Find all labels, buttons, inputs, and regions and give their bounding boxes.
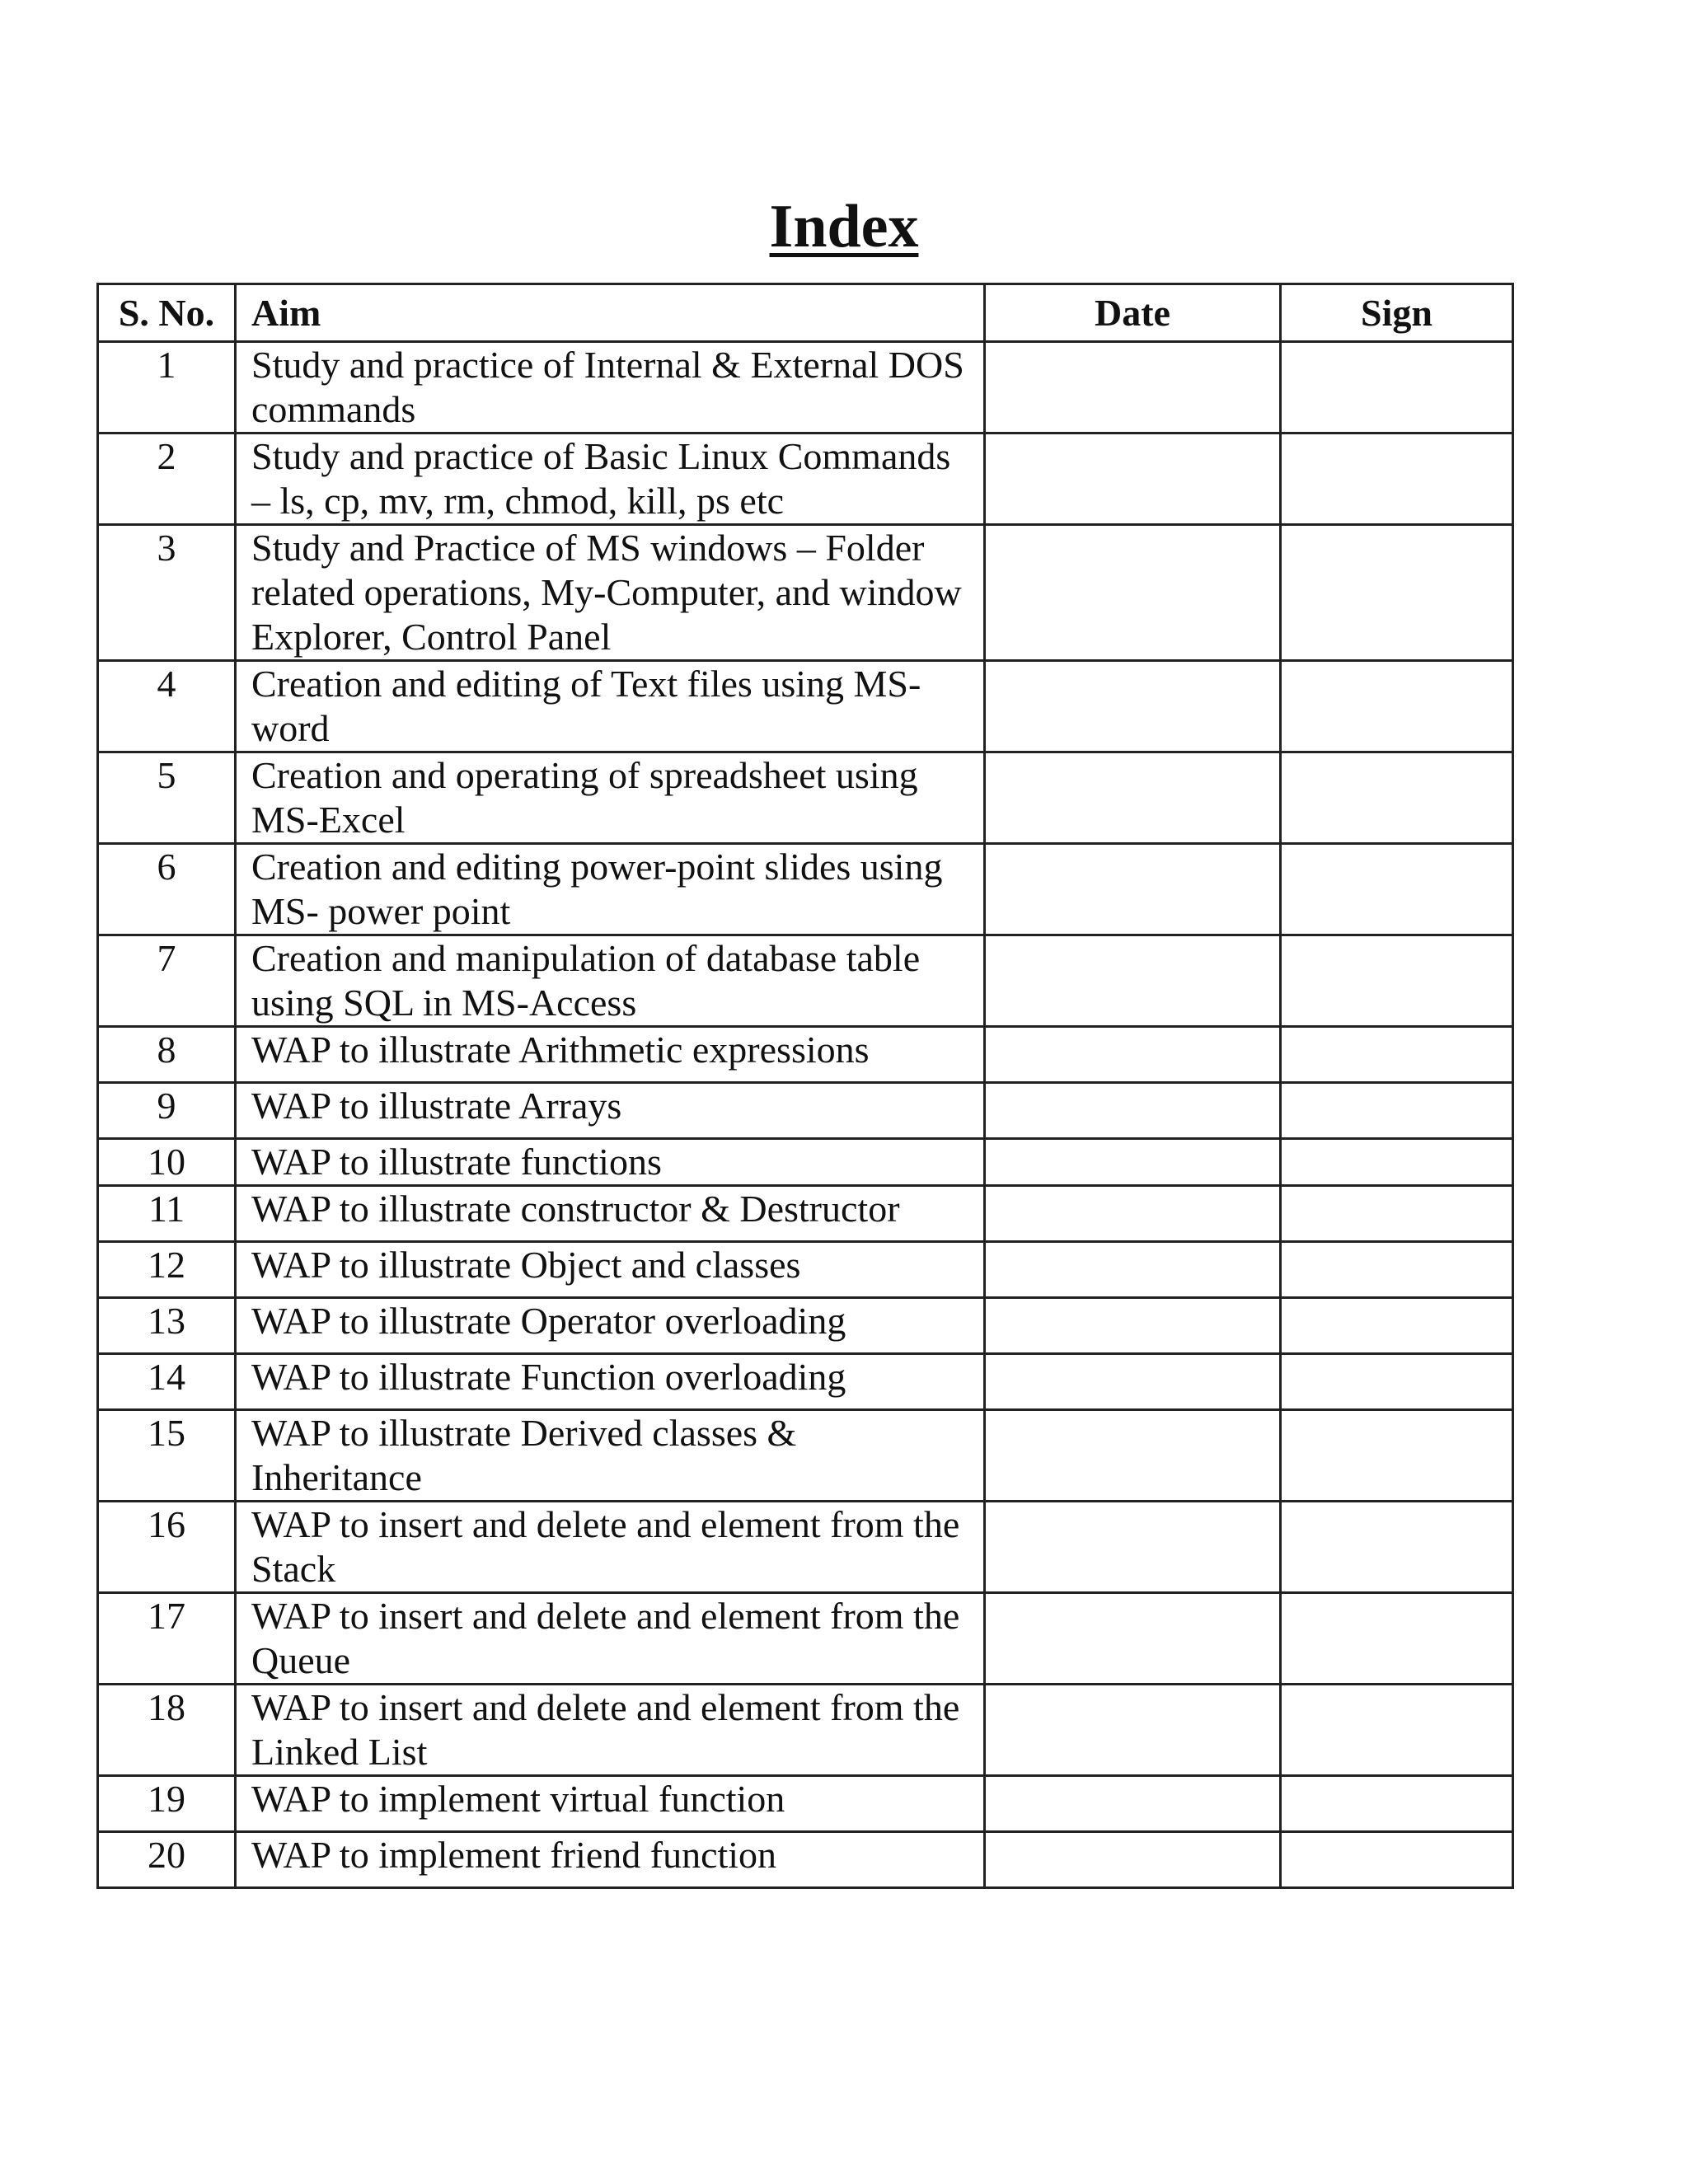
aim-cell: WAP to illustrate Arithmetic expressions [236, 1027, 985, 1083]
table-row [98, 752, 1513, 844]
date-cell [985, 1354, 1281, 1410]
table-row [98, 342, 1513, 434]
table-header-row [98, 284, 1513, 342]
sign-cell [1281, 844, 1513, 935]
sign-cell [1281, 1186, 1513, 1242]
sign-cell [1281, 1593, 1513, 1685]
serial-cell: 20 [98, 1832, 236, 1888]
serial-cell: 4 [98, 661, 236, 752]
date-cell [985, 1186, 1281, 1242]
aim-cell: WAP to illustrate Derived classes & Inheritance [236, 1410, 985, 1502]
serial-cell: 5 [98, 752, 236, 844]
table-row [98, 1083, 1513, 1139]
date-cell [985, 1242, 1281, 1298]
date-cell [985, 434, 1281, 525]
serial-cell: 1 [98, 342, 236, 434]
table-row [98, 525, 1513, 661]
page-title-text: Index [769, 193, 919, 260]
date-cell [985, 525, 1281, 661]
table-row [98, 661, 1513, 752]
date-cell [985, 1685, 1281, 1776]
table-row [98, 1027, 1513, 1083]
sign-cell [1281, 1083, 1513, 1139]
serial-cell: 8 [98, 1027, 236, 1083]
table-row [98, 1410, 1513, 1502]
aim-cell: WAP to implement virtual function [236, 1776, 985, 1832]
table-row [98, 935, 1513, 1027]
aim-cell: WAP to illustrate functions [236, 1139, 985, 1186]
sign-cell [1281, 752, 1513, 844]
table-row [98, 1354, 1513, 1410]
aim-cell: WAP to insert and delete and element from the Linked List [236, 1685, 985, 1776]
serial-cell: 18 [98, 1685, 236, 1776]
serial-cell: 19 [98, 1776, 236, 1832]
header-date: Date [985, 284, 1281, 342]
serial-cell: 13 [98, 1298, 236, 1354]
aim-cell: WAP to illustrate Function overloading [236, 1354, 985, 1410]
sign-cell [1281, 525, 1513, 661]
table-row [98, 844, 1513, 935]
date-cell [985, 844, 1281, 935]
sign-cell [1281, 1242, 1513, 1298]
serial-cell: 3 [98, 525, 236, 661]
date-cell [985, 342, 1281, 434]
serial-cell: 17 [98, 1593, 236, 1685]
aim-cell: WAP to illustrate constructor & Destructor [236, 1186, 985, 1242]
date-cell [985, 1832, 1281, 1888]
aim-cell: Study and Practice of MS windows – Folder related operations, My-Computer, and window Explorer, Control Panel [236, 525, 985, 661]
sign-cell [1281, 1298, 1513, 1354]
header-sign: Sign [1281, 284, 1513, 342]
date-cell [985, 1776, 1281, 1832]
date-cell [985, 1027, 1281, 1083]
serial-cell: 9 [98, 1083, 236, 1139]
table-row [98, 1832, 1513, 1888]
sign-cell [1281, 1502, 1513, 1593]
date-cell [985, 1139, 1281, 1186]
aim-cell: WAP to insert and delete and element from the Stack [236, 1502, 985, 1593]
table-row [98, 1186, 1513, 1242]
page-title [0, 193, 1688, 260]
aim-cell: WAP to illustrate Operator overloading [236, 1298, 985, 1354]
date-cell [985, 1502, 1281, 1593]
table-row [98, 1776, 1513, 1832]
serial-cell: 6 [98, 844, 236, 935]
aim-cell: Creation and editing power-point slides using MS- power point [236, 844, 985, 935]
date-cell [985, 661, 1281, 752]
aim-cell: WAP to illustrate Arrays [236, 1083, 985, 1139]
aim-cell: Study and practice of Internal & External DOS commands [236, 342, 985, 434]
aim-cell: Creation and manipulation of database table using SQL in MS-Access [236, 935, 985, 1027]
date-cell [985, 1410, 1281, 1502]
sign-cell [1281, 1776, 1513, 1832]
date-cell [985, 1593, 1281, 1685]
table-row [98, 1139, 1513, 1186]
table-row [98, 1298, 1513, 1354]
table-row [98, 1242, 1513, 1298]
serial-cell: 2 [98, 434, 236, 525]
table-row [98, 1502, 1513, 1593]
aim-cell: WAP to insert and delete and element from the Queue [236, 1593, 985, 1685]
index-table [96, 283, 1514, 1889]
sign-cell [1281, 342, 1513, 434]
serial-cell: 7 [98, 935, 236, 1027]
date-cell [985, 935, 1281, 1027]
serial-cell: 15 [98, 1410, 236, 1502]
date-cell [985, 1083, 1281, 1139]
date-cell [985, 1298, 1281, 1354]
date-cell [985, 752, 1281, 844]
aim-cell: WAP to implement friend function [236, 1832, 985, 1888]
sign-cell [1281, 1832, 1513, 1888]
aim-cell: WAP to illustrate Object and classes [236, 1242, 985, 1298]
aim-cell: Study and practice of Basic Linux Commands – ls, cp, mv, rm, chmod, kill, ps etc [236, 434, 985, 525]
sign-cell [1281, 1139, 1513, 1186]
sign-cell [1281, 1027, 1513, 1083]
serial-cell: 11 [98, 1186, 236, 1242]
sign-cell [1281, 1410, 1513, 1502]
aim-cell: Creation and operating of spreadsheet using MS-Excel [236, 752, 985, 844]
header-aim: Aim [236, 284, 985, 342]
table-row [98, 434, 1513, 525]
table-row [98, 1685, 1513, 1776]
sign-cell [1281, 1685, 1513, 1776]
serial-cell: 16 [98, 1502, 236, 1593]
sign-cell [1281, 434, 1513, 525]
serial-cell: 10 [98, 1139, 236, 1186]
table-row [98, 1593, 1513, 1685]
sign-cell [1281, 935, 1513, 1027]
serial-cell: 12 [98, 1242, 236, 1298]
sign-cell [1281, 1354, 1513, 1410]
header-serial: S. No. [98, 284, 236, 342]
serial-cell: 14 [98, 1354, 236, 1410]
sign-cell [1281, 661, 1513, 752]
aim-cell: Creation and editing of Text files using MS-word [236, 661, 985, 752]
